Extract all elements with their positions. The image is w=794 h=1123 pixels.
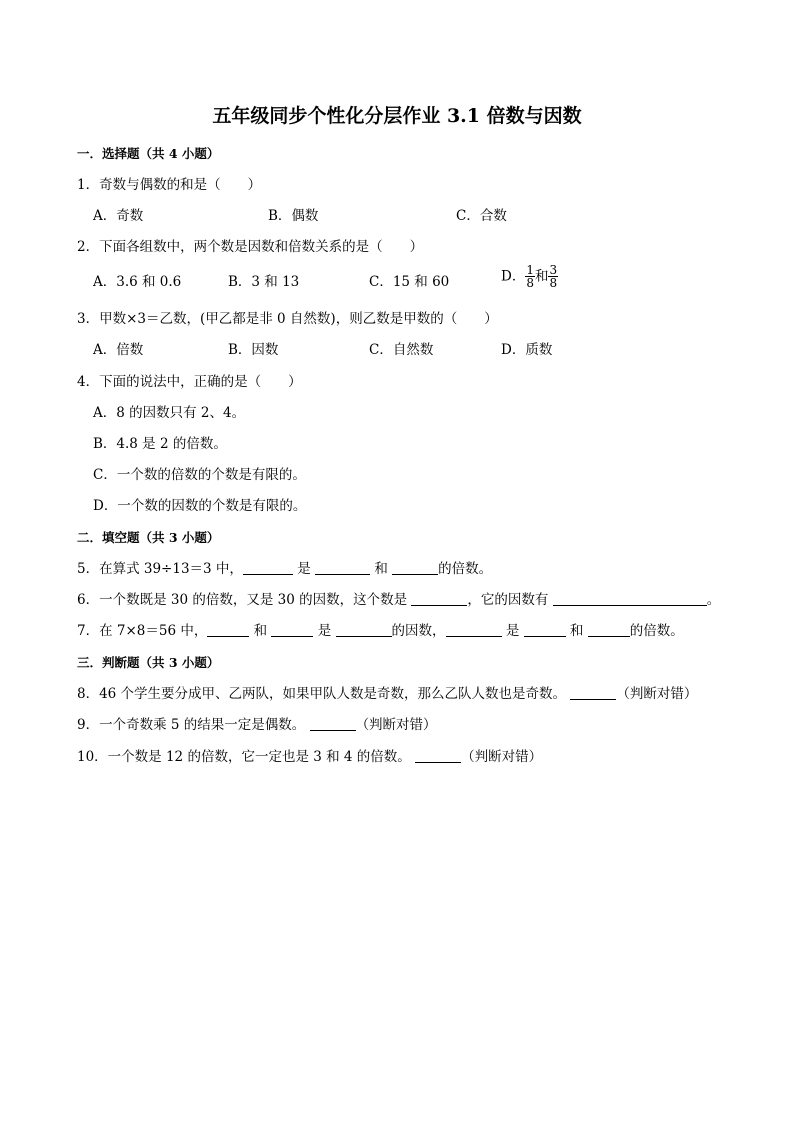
document-title: 五年级同步个性化分层作业 3.1 倍数与因数: [212, 105, 582, 127]
question-7-text: 和: [253, 623, 268, 639]
question-7-text: 和: [569, 623, 584, 639]
answer-blank[interactable]: [524, 622, 566, 637]
question-4-stem: 4．下面的说法中，正确的是（ ）: [77, 374, 302, 390]
question-8-text: 8．46 个学生要分成甲、乙两队，如果甲队人数是奇数，那么乙队人数也是奇数。: [77, 686, 567, 702]
question-2-stem: 2．下面各组数中，两个数是因数和倍数关系的是（ ）: [77, 239, 424, 255]
question-8: [77, 685, 697, 703]
question-5-text: 的倍数。: [438, 561, 493, 577]
question-3-stem: 3．甲数×3＝乙数，(甲乙都是非 0 自然数)，则乙数是甲数的（ ）: [77, 311, 498, 327]
section-heading-fill: 二．填空题（共 3 小题）: [77, 530, 220, 545]
question-7-text: 的因数，: [391, 623, 446, 639]
answer-blank[interactable]: [392, 560, 438, 575]
judge-hint: （判断对错）: [616, 686, 698, 702]
question-5-text: 5．在算式 39÷13＝3 中，: [77, 561, 243, 577]
answer-blank[interactable]: [446, 622, 502, 637]
question-5-text: 是: [297, 561, 311, 577]
fraction-numerator: 3: [549, 263, 558, 277]
question-3-option-c: C．自然数: [369, 342, 434, 358]
question-9-text: 9．一个奇数乘 5 的结果一定是偶数。: [77, 717, 306, 733]
answer-blank[interactable]: [243, 560, 293, 575]
answer-blank[interactable]: [271, 622, 313, 637]
question-1-option-c: C．合数: [456, 208, 507, 224]
question-2-option-d: [501, 264, 558, 289]
option-d-connector: 和: [534, 268, 549, 285]
question-10: [77, 748, 542, 766]
question-7-text: 的倍数。: [629, 623, 684, 639]
question-4-option-d: D．一个数的因数的个数是有限的。: [93, 498, 307, 514]
fraction-numerator: 1: [526, 263, 534, 277]
fraction-denominator: 8: [549, 276, 558, 290]
section-heading-choice: 一．选择题（共 4 小题）: [77, 146, 220, 161]
question-4-option-b: B．4.8 是 2 的倍数。: [93, 436, 227, 452]
question-10-text: 10．一个数是 12 的倍数，它一定也是 3 和 4 的倍数。: [77, 749, 411, 765]
section-heading-judge: 三．判断题（共 3 小题）: [77, 655, 220, 670]
question-7-text: 是: [317, 623, 332, 639]
question-6-text: ，它的因数有: [467, 592, 549, 608]
question-4-option-c: C．一个数的倍数的个数是有限的。: [93, 467, 306, 483]
fraction-one-eighth: [525, 264, 535, 289]
judge-hint: （判断对错）: [461, 749, 543, 765]
question-2-option-a: A．3.6 和 0.6: [93, 274, 182, 290]
question-4-option-a: A．8 的因数只有 2、4。: [93, 405, 246, 421]
answer-blank[interactable]: [411, 591, 467, 606]
question-3-option-b: B．因数: [228, 342, 279, 358]
answer-blank[interactable]: [310, 716, 356, 731]
answer-blank[interactable]: [570, 685, 616, 700]
question-3-option-d: D．质数: [501, 342, 553, 358]
question-6-text: 。: [706, 592, 721, 608]
fraction-three-eighths: [548, 264, 558, 289]
question-5: [77, 560, 492, 578]
question-2-option-c: C．15 和 60: [369, 274, 450, 290]
question-1-option-a: A．奇数: [93, 208, 144, 224]
answer-blank[interactable]: [207, 622, 249, 637]
answer-blank[interactable]: [553, 591, 707, 606]
question-7: [77, 622, 684, 640]
question-9: [77, 716, 437, 734]
question-3-option-a: A．倍数: [93, 342, 144, 358]
answer-blank[interactable]: [588, 622, 630, 637]
question-6: [77, 591, 720, 609]
question-7-text: 是: [505, 623, 520, 639]
question-1-option-b: B．偶数: [268, 208, 319, 224]
answer-blank[interactable]: [315, 560, 370, 575]
question-6-text: 6．一个数既是 30 的倍数，又是 30 的因数，这个数是: [77, 592, 408, 608]
question-7-text: 7．在 7×8＝56 中，: [77, 623, 208, 639]
option-d-prefix: D．: [501, 268, 526, 285]
answer-blank[interactable]: [415, 748, 461, 763]
judge-hint: （判断对错）: [355, 717, 437, 733]
question-2-option-b: B．3 和 13: [228, 274, 300, 290]
question-5-text: 和: [374, 561, 388, 577]
fraction-denominator: 8: [526, 276, 534, 290]
answer-blank[interactable]: [336, 622, 392, 637]
question-1-stem: 1．奇数与偶数的和是（ ）: [77, 177, 262, 193]
